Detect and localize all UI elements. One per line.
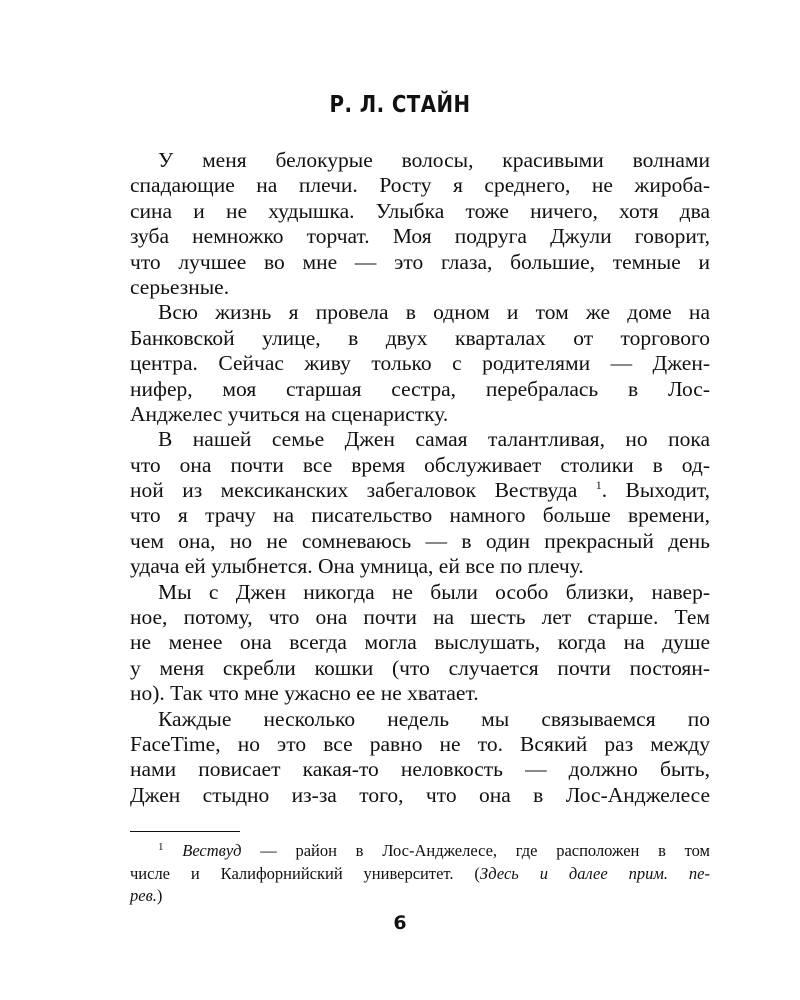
footnote-translator-note: рев. [130, 886, 157, 905]
text-line: Анджелес учиться на сценаристку. [130, 401, 449, 426]
footnote-reference[interactable]: 1 [595, 478, 602, 493]
body-text [130, 148, 710, 808]
footnote-line [130, 840, 710, 863]
footnote-number: 1 [158, 841, 164, 853]
footnote-term: Вествуд [182, 841, 242, 860]
text-line: Джен стыдно из-за того, что она в Лос-Анджелесе [130, 782, 710, 807]
footnote-text: — район в Лос-Анджелесе, где расположен в том [241, 841, 711, 860]
text-line: ное, потому, что она почти на шесть лет старше. Тем [130, 605, 710, 630]
text-line: что я трачу на писательство намного больше времени, [130, 503, 710, 528]
text-line: FaceTime, но это все равно не то. Всякий раз между [130, 731, 710, 756]
text-line: удача ей улыбнется. Она умница, ей все по плечу. [130, 554, 584, 579]
text-line: Всю жизнь я провела в одном и том же доме на [158, 300, 710, 325]
footnote-text: числе и Калифорнийский университет. ( [130, 863, 480, 883]
text-line: нифер, моя старшая сестра, перебралась в Лос- [130, 376, 710, 401]
text-line: центра. Сейчас живу только с родителями — Джен- [130, 351, 710, 376]
text-line: не менее она всегда могла выслушать, когда на душе [130, 630, 710, 655]
footnote-line [130, 885, 710, 908]
text-line: у меня скребли кошки (что случается почти постоян- [130, 655, 710, 680]
footnote-close: ) [156, 886, 163, 905]
text-line: Каждые несколько недель мы связываемся по [158, 706, 710, 731]
footnote [130, 840, 710, 908]
text-line: чем она, но не сомневаюсь — в один прекрасный день [130, 528, 710, 553]
text-line: что она почти все время обслуживает столики в од- [130, 452, 710, 477]
text-line: спадающие на плечи. Росту я среднего, не жироба- [130, 173, 710, 198]
text-line: В нашей семье Джен самая талантливая, но пока [158, 427, 710, 452]
text-line: серьезные. [130, 274, 230, 299]
text-line: Банковской улице, в двух кварталах от торгового [130, 325, 710, 350]
text-line: но). Так что мне ужасно ее не хватает. [130, 681, 479, 706]
text-line-with-footnote-ref [130, 478, 710, 503]
text-line: У меня белокурые волосы, красивыми волнами [158, 148, 710, 172]
footnote-divider [130, 831, 240, 832]
text-line: что лучшее во мне — это глаза, большие, темные и [130, 249, 710, 274]
text-line: зуба немножко торчат. Моя подруга Джули говорит, [130, 224, 710, 249]
footnote-line [130, 863, 710, 886]
running-title: Р. Л. СТАЙН [329, 92, 471, 118]
text-line: нами повисает какая-то неловкость — должно быть, [130, 757, 710, 782]
text-line: Мы с Джен никогда не были особо близки, навер- [158, 579, 710, 604]
text-line: сина и не худышка. Улыбка тоже ничего, хотя два [130, 198, 710, 223]
page-number: 6 [393, 912, 407, 934]
footnote-translator-note: Здесь и далее прим. пе- [479, 863, 710, 883]
text-segment: ной из мексиканских забегаловок Вествуда [130, 478, 578, 503]
text-segment: . Выходит, [601, 478, 711, 503]
